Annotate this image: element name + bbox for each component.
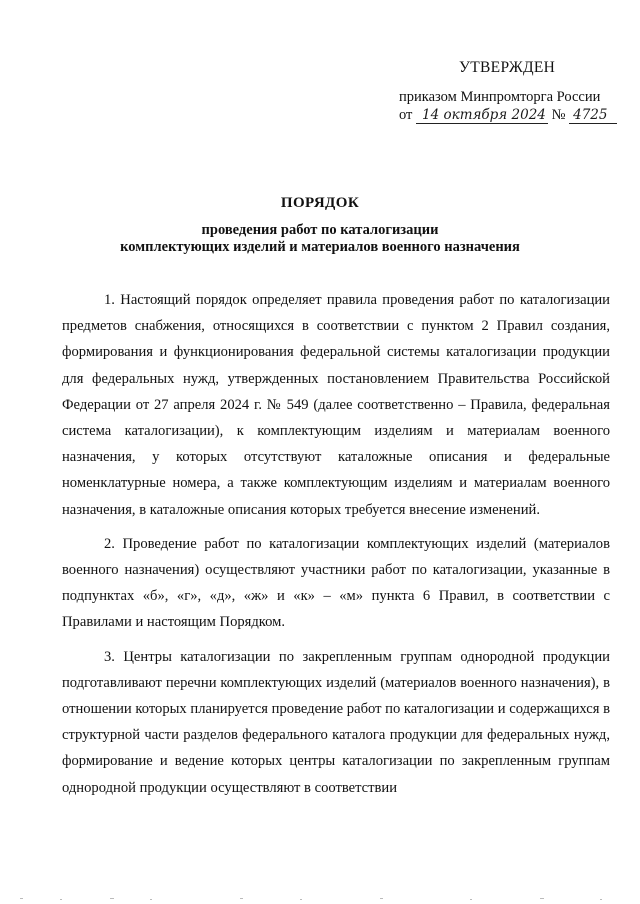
paragraph-3: 3. Центры каталогизации по закрепленным группам однородной продукции подготавливают перечни комплектующих изделий (материалов военного назначения), в отношении которых планируется проведение работ по каталогизации и содержащихся в структурной части разделов федерального каталога продукции для федеральных нужд, формирование и ведение которых центры каталогизации по закрепленным группам однородной продукции осуществляют в соответствии [62, 648, 610, 796]
scan-noise [0, 890, 640, 904]
paragraph-1: 1. Настоящий порядок определяет правила проведения работ по каталогизации предметов снабжения, относящихся в соответствии с пунктом 2 Правил создания, формирования и функционирования федеральной системы каталогизации продукции для федеральных нужд, утвержденных постановлением Правительства Российской Федерации от 27 апреля 2024 г. № 549 (далее соответственно – Правила, федеральная система каталогизации), к комплектующим изделиям и материалам военного назначения, у которых отсутствуют каталожные описания и федеральные номенклатурные номера, а также комплектующим изделиям и материалам военного назначения, в каталожные описания которых требуется внесение изменений. [62, 292, 610, 518]
approval-order-line: приказом Минпромторга России [399, 89, 601, 105]
paragraph-2: 2. Проведение работ по каталогизации комплектующих изделий (материалов военного назначения) осуществляют участники работ по каталогизации, указанные в подпунктах «б», «г», «д», «ж» и «к» – «м» пункта 6 Правил, в соответствии с Правилами и настоящим Порядком. [62, 535, 610, 631]
number-sign: № [551, 107, 566, 123]
document-body [62, 287, 610, 809]
handwritten-order-number: 4725 [569, 107, 617, 124]
handwritten-date: 14 октября 2024 [416, 107, 548, 124]
from-prefix: от [399, 107, 413, 123]
approval-date-line [399, 107, 617, 124]
document-subtitle-line-2: комплектующих изделий и материалов военного назначения [120, 239, 520, 255]
document-subtitle-line-1: проведения работ по каталогизации [201, 222, 439, 238]
document-title: ПОРЯДОК [280, 195, 360, 211]
approval-stamp-title: УТВЕРЖДЕН [459, 59, 556, 76]
